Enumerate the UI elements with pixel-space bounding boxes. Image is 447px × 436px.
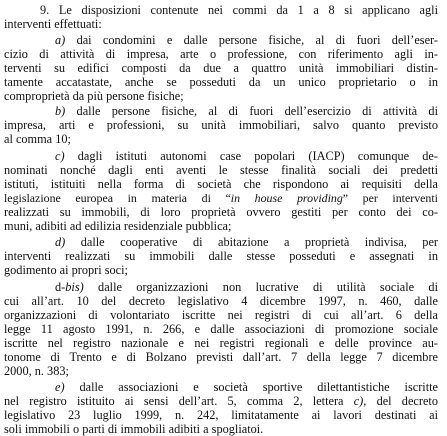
item-d-line-2: interventi realizzati su immobili dalle stesse posseduti e assegnati in bbox=[4, 249, 438, 263]
item-b-line-1: b) dalle persone fisiche, al di fuori dell’esercizio di attività di bbox=[55, 104, 438, 118]
item-d-bis-line-4: legge 11 agosto 1991, n. 266, e dalle associazioni di promozione sociale bbox=[4, 322, 438, 336]
item-d-bis-line-6: tonome di Trento e di Bolzano previsti dall’art. 7 della legge 7 dicembre bbox=[4, 350, 438, 364]
item-c-line-3: istituti, istituiti nella forma di società che rispondono ai requisiti della bbox=[4, 177, 438, 191]
item-b-line-3: al comma 10; bbox=[4, 132, 71, 146]
item-a-line-2: cizio di attività di impresa, arte o professione, con riferimento agli in- bbox=[4, 47, 438, 61]
paragraph-9-line-2: interventi effettuati: bbox=[4, 17, 102, 31]
item-c-line-6: muni, adibiti ad edilizia residenziale pubblica; bbox=[4, 219, 232, 233]
item-d-bis-line-1: d-bis) dalle organizzazioni non lucrative di utilità sociale di bbox=[55, 280, 438, 294]
item-c-line-2: nominati nonché dagli enti aventi le stesse finalità sociali dei predetti bbox=[4, 163, 438, 177]
item-a-line-5: comproprietà da più persone fisiche; bbox=[4, 89, 184, 103]
item-c-line-4: legislazione europea in materia di “in house providing” per interventi bbox=[4, 191, 438, 205]
item-c-line-5: realizzati su immobili, di loro proprietà ovvero gestiti per conto dei co- bbox=[4, 205, 438, 219]
item-e-line-1: e) dalle associazioni e società sportive dilettantistiche iscritte bbox=[55, 380, 438, 394]
item-d-bis-line-3: organizzazioni di volontariato iscritte nei registri di cui all’art. 6 della bbox=[4, 308, 438, 322]
item-e-line-2: nel registro istituito ai sensi dell’art. 5, comma 2, lettera c), del decreto bbox=[4, 394, 438, 408]
item-d-line-1: d) dalle cooperative di abitazione a proprietà indivisa, per bbox=[55, 235, 438, 249]
item-c-line-1: c) dagli istituti autonomi case popolari (IACP) comunque de- bbox=[55, 149, 438, 163]
item-a-line-1: a) dai condomini e dalle persone fisiche, al di fuori dell’eser- bbox=[55, 33, 438, 47]
item-b-line-2: impresa, arti e professioni, su unità immobiliari, salvo quanto previsto bbox=[4, 118, 438, 132]
item-d-bis-line-2: cui all’art. 10 del decreto legislativo 4 dicembre 1997, n. 460, dalle bbox=[4, 294, 438, 308]
item-d-line-3: godimento ai propri soci; bbox=[4, 263, 128, 277]
item-d-bis-line-7: 2000, n. 383; bbox=[4, 364, 69, 378]
paragraph-9-line-1: 9. Le disposizioni contenute nei commi da 1 a 8 si applicano agli bbox=[40, 3, 438, 17]
item-a-line-4: tamente accatastate, anche se posseduti da un unico proprietario o in bbox=[4, 75, 438, 89]
item-e-line-3: legislativo 23 luglio 1999, n. 242, limitatamente ai lavori destinati ai bbox=[4, 408, 438, 422]
item-e-line-4: soli immobili o parti di immobili adibiti a spogliatoi. bbox=[4, 422, 264, 436]
item-d-bis-line-5: iscritte nel registro nazionale e nei registri regionali e delle province au- bbox=[4, 336, 438, 350]
item-a-line-3: terventi su edifici composti da due a quattro unità immobiliari distin- bbox=[4, 61, 438, 75]
